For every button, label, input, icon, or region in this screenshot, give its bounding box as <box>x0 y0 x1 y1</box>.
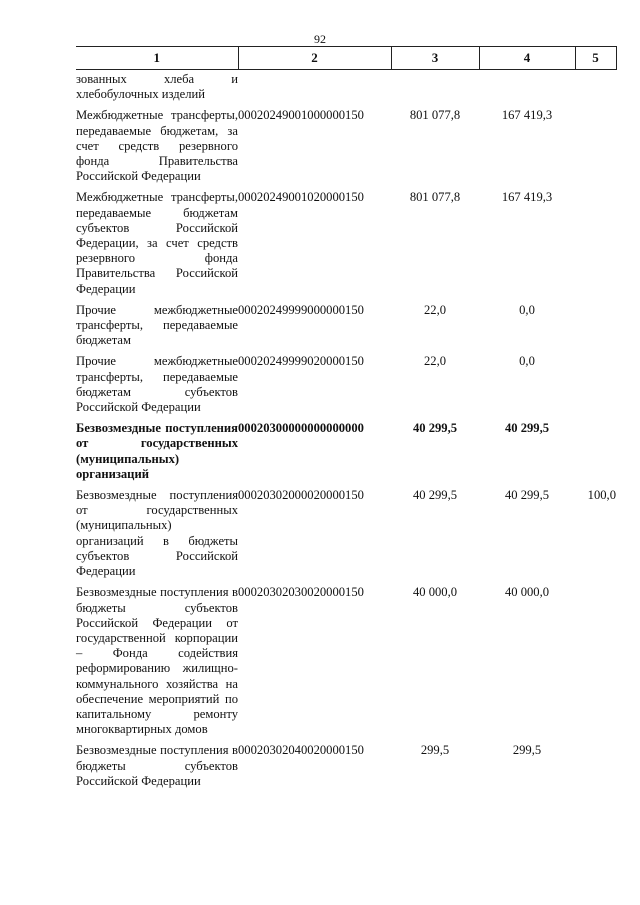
column-header-5: 5 <box>575 47 616 70</box>
table-row <box>76 584 616 742</box>
table-row <box>76 742 616 794</box>
row-value-col4: 0,0 <box>519 354 535 369</box>
column-header-4: 4 <box>479 47 575 70</box>
row-value-col4: 167 419,3 <box>501 190 553 205</box>
row-code: 00020249001000000150 <box>238 108 364 123</box>
row-value-col4: 40 299,5 <box>504 488 550 503</box>
row-value-col3: 40 000,0 <box>412 585 458 600</box>
row-code: 00020302030020000150 <box>238 585 364 600</box>
row-value-col3: 801 077,8 <box>409 108 461 123</box>
row-name: Безвозмездные поступления в бюджеты субъектов Российской Федерации от государственной корпорации – Фонда содействия реформированию жилищно-коммунального хозяйства на обеспечение мероприятий по капитальному ремонту многоквартирных домов <box>76 585 238 737</box>
row-value-col3 <box>391 70 479 108</box>
row-name: Межбюджетные трансферты, передаваемые бюджетам субъектов Российской Федерации, за счет средств резервного фонда Правительства Российской Федерации <box>76 190 238 296</box>
row-name: Прочие межбюджетные трансферты, передаваемые бюджетам <box>76 302 238 348</box>
row-code: 00020300000000000000 <box>238 421 364 436</box>
row-value-col5: 100,0 <box>587 488 616 503</box>
table-row-total <box>76 420 616 487</box>
column-header-1: 1 <box>76 47 238 70</box>
row-value-col5 <box>575 107 616 189</box>
table-header-row <box>76 47 616 70</box>
table-row <box>76 353 616 420</box>
row-value-col4: 40 000,0 <box>504 585 550 600</box>
row-name: Безвозмездные поступления в бюджеты субъектов Российской Федерации <box>76 743 238 788</box>
row-name: Безвозмездные поступления от государственных (муниципальных) организаций <box>76 421 238 481</box>
row-value-col4: 0,0 <box>519 302 535 317</box>
column-header-3: 3 <box>391 47 479 70</box>
row-code: 00020249999020000150 <box>238 354 364 369</box>
budget-table <box>76 46 617 794</box>
row-value-col5 <box>575 420 616 487</box>
row-value-col4: 299,5 <box>512 743 542 758</box>
row-value-col3: 22,0 <box>423 354 447 369</box>
row-value-col3: 801 077,8 <box>409 190 461 205</box>
row-name: Межбюджетные трансферты, передаваемые бюджетам, за счет средств резервного фонда Правительства Российской Федерации <box>76 108 238 184</box>
table-row <box>76 302 616 354</box>
table-row <box>76 70 616 108</box>
row-value-col5 <box>575 189 616 301</box>
row-code: 00020302000020000150 <box>238 488 364 503</box>
row-value-col5 <box>575 584 616 742</box>
page-number: 92 <box>314 32 326 46</box>
row-code: 00020249999000000150 <box>238 302 364 317</box>
row-value-col3: 40 299,5 <box>412 421 458 436</box>
row-code <box>238 70 391 108</box>
row-value-col5 <box>575 70 616 108</box>
row-value-col5 <box>575 742 616 794</box>
row-value-col4: 167 419,3 <box>501 108 553 123</box>
table-row <box>76 107 616 189</box>
row-value-col3: 299,5 <box>420 743 450 758</box>
row-value-col4 <box>479 70 575 108</box>
row-name: Безвозмездные поступления от государственных (муниципальных) организаций в бюджеты субъектов Российской Федерации <box>76 488 238 579</box>
row-value-col5 <box>575 353 616 420</box>
row-name: Прочие межбюджетные трансферты, передаваемые бюджетам субъектов Российской Федерации <box>76 354 238 415</box>
row-value-col3: 40 299,5 <box>412 488 458 503</box>
column-header-2: 2 <box>238 47 391 70</box>
table-row <box>76 487 616 584</box>
row-value-col5 <box>575 302 616 354</box>
row-code: 00020302040020000150 <box>238 743 364 758</box>
row-name: зованных хлеба и хлебобулочных изделий <box>76 72 238 102</box>
row-value-col3: 22,0 <box>423 302 447 317</box>
row-value-col4: 40 299,5 <box>504 421 550 436</box>
table-row <box>76 189 616 301</box>
row-code: 00020249001020000150 <box>238 190 364 205</box>
